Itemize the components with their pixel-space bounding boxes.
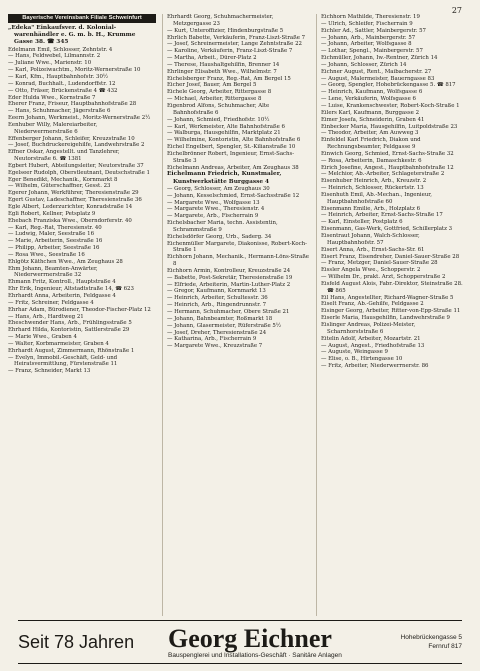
- directory-entry: — Hermann, Schuhmacher, Obere Straße 21: [167, 309, 290, 315]
- directory-entry: — Heinrich, Arb., Ringendrunnstr. 7: [167, 302, 267, 309]
- directory-entry: — Auguste, Weingasse 9: [321, 349, 388, 356]
- directory-entry: — Johann, Arb., Mainbergerstr. 57: [321, 34, 416, 41]
- directory-entry: Eisenhuber Heinrich, Arb., Kreuzstr. 2: [321, 178, 427, 185]
- directory-entry: — Fritz, Arbeiter, Niederwerrnerstr. 86: [321, 363, 429, 370]
- directory-entry: — Luise, Krankenschwester, Robert-Koch-Straße 1: [321, 102, 460, 109]
- directory-entry: Eichenmüller Margarete, Diakonisse, Robert-Koch-Straße 1: [167, 240, 307, 254]
- ad-address: Hohebrückengasse 5: [400, 634, 462, 641]
- directory-entry: — Josef, Schreinermeister, Lange Zehntstraße 22: [167, 41, 302, 48]
- directory-entry: Egelseer Rudolph, Oberstleutnant, Deutschstraße 1: [8, 169, 150, 176]
- directory-entry: Eichelbrönner Robert, Ingenieur, Ernst-Sachs-Straße 3: [167, 150, 295, 164]
- directory-entry: — Gregor, Kaufmann, Kornmarkt 13: [167, 288, 266, 295]
- directory-entry: Ehrlinger Elisabeth Wwe., Wilhelmstr. 7: [167, 68, 277, 75]
- directory-entry: Ehrhardt August, Zimmermann, Rhönstraße 1: [8, 347, 135, 354]
- directory-entry: — Johann, Schlosser, Zürich 14: [321, 61, 407, 68]
- directory-entry: — Babette, Post-Sekretär, Theresienstraße 19: [167, 274, 293, 281]
- directory-entry: — Karl, Reg.-Rat, Theresienstr. 40: [8, 224, 102, 231]
- directory-entry: — Martha, Arbeit., Dürer-Platz 2: [167, 55, 257, 62]
- directory-entry: Eichele Georg, Arbeiter, Rittergasse 8: [167, 89, 272, 96]
- directory-entry: — Lothar, Spengl., Mainbergerstr. 57: [321, 48, 423, 55]
- directory-entry: Einbecker Maria, Hausgehilfin, Luitpoldstraße 23: [321, 123, 458, 130]
- directory-entry: Eichhorn Armin, Kontrolleur, Kreuzstraße 24: [167, 267, 291, 274]
- directory-entry: — Heinrich, Kaufmann, Wolfsgasse 6: [321, 89, 423, 96]
- directory-entry: Eil Hans, Angestellter, Richard-Wagner-Straße 5: [321, 294, 454, 301]
- directory-entry: Egbert Hubert, Abteilungsleiter, Neutorstraße 37: [8, 162, 144, 169]
- directory-entry: — Elfriede, Arbeiterin, Martin-Luther-Platz 2: [167, 281, 291, 288]
- directory-entry: Eenhuber Willy, Malereiarbeiter, Niederwerrnerstraße 6: [8, 121, 98, 135]
- directory-entry: — Kurt, Unteroffizier, Hindenburgstraße 5: [167, 27, 284, 34]
- ad-slogan: Seit 78 Jahren: [18, 631, 135, 652]
- directory-entry: Einfeldel Karl Friedrich, Diakon und Rechnungsbeamter, Feldgasse 9: [321, 137, 421, 151]
- directory-entry: Ehrlich Babette, Verkäuferin, Franz-Liszt-Straße 7: [167, 34, 306, 41]
- directory-entry: Eichhorn Johann, Mechanik., Hermann-Löns-Straße 8: [167, 254, 309, 268]
- directory-entry: Eichmüller, Johann, Iw.-Rentner, Zürich 14: [321, 55, 438, 62]
- directory-entry: — Lene, Verkäuferin, Wolfsgasse 6: [321, 96, 416, 103]
- directory-entry: — Juliane Wwe., Marienstr. 10: [8, 60, 92, 67]
- directory-entry: — Georg, Schlosser, Am Zeughaus 30: [167, 185, 270, 192]
- directory-entry: — Otto, Fräser, Brückenstraße 4 ☎ 432: [8, 87, 118, 94]
- directory-entry: — Konrad, Buchhalt., Ludendorffstr. 12: [8, 80, 116, 87]
- directory-entry: Edelmann Emil, Schlosser, Zehntstr. 4: [8, 46, 113, 53]
- directory-entry: Eheschwender Hans, Arb., Frühlingsstraße 5: [8, 320, 132, 327]
- ad-tagline: Bauspenglerei und Installations-Geschäft · Sanitäre Anlagen: [168, 651, 342, 659]
- directory-entry: — Melchior, Ab.-Arbeiter, Schlageterstraße 2: [321, 171, 445, 178]
- directory-entry: Ehrhardt Georg, Schuhmachermeister, Metzgergasse 23: [167, 14, 274, 27]
- directory-entry: — Hans, Arb., Hardtweg 21: [8, 313, 84, 320]
- directory-column-3: [316, 14, 464, 616]
- directory-entry: — Philipp, Arbeiter, Seestraße 16: [8, 245, 100, 252]
- directory-entry: Eichelsdörfer Georg, Urb., Saderg. 34: [167, 233, 272, 240]
- directory-entry: Eisentraut Johann, Walch-Schlosser, Hauptbahnhofstr. 57: [321, 233, 420, 246]
- directory-entry: — Johann, Schmied, Friedhofstr. 10½: [167, 116, 270, 123]
- directory-entry: — Marie, Arbeiterin, Seestraße 16: [8, 238, 103, 245]
- directory-entry: — Johann, Kesselschmied, Ernst-Sachsstraße 12: [167, 192, 300, 199]
- directory-entry: — August, Malermeister, Bauerngasse 83: [321, 75, 435, 82]
- ad-contact: [372, 633, 462, 651]
- directory-entry: Eisinger Georg, Arbeiter, Ritter-von-Epp-Straße 11: [321, 308, 461, 315]
- page-number: 27: [451, 6, 462, 15]
- directory-entry: — Margarete Wwe., Theresienstr. 4: [167, 206, 265, 213]
- directory-entry: Eissler Angela Wwe., Schopperstr. 2: [321, 267, 421, 274]
- directory-entry: Ehm Johann, Beamten-Anwärter, Niederwerrnerstraße 32: [8, 265, 98, 279]
- directory-entry: — Elise, o. B., Hirtengasse 10: [321, 356, 403, 363]
- directory-entry: Ehlgötz Käthchen Wwe., Am Zeughaus 28: [8, 258, 123, 265]
- directory-entry: — Walburga, Hausgehilfin, Marktplatz 21: [167, 130, 281, 137]
- directory-entry: — Hans, Feldwebel, Lilmannstr. 2: [8, 53, 101, 60]
- directory-entry: Eisfeld August Alois, Fabr.-Direktor, Steinstraße 28. ☎ 865: [321, 280, 463, 294]
- directory-entry: Eger Benedikt, Mechanik., Kornmarkt 8: [8, 176, 118, 183]
- directory-entry: — Rosa Wwe., Seestraße 16: [8, 251, 85, 258]
- directory-entry: — Wilhelm Dr., prakt. Arzt, Schopperstraße 2: [321, 274, 446, 281]
- directory-entry: — Karl, Kfm., Hauptbahnhofstr. 30½: [8, 73, 109, 80]
- bank-banner: Bayerische Vereinsbank Filiale Schweinfurt: [8, 14, 156, 23]
- directory-entry: Eirich Josefine, Angest., Hauptbahnhofstraße 12: [321, 164, 454, 171]
- directory-entry: Eislinger Andreas, Polizei-Meister, Scharnhorststraße 6: [321, 321, 416, 335]
- directory-entry: Eichler Ad., Sattler, Mainbergerstr. 57: [321, 27, 426, 34]
- directory-entry: Egli Robert, Kellner, Petsplatz 9: [8, 210, 96, 217]
- directory-entry: — Walter, Korbmarmeister, Graben 4: [8, 340, 109, 347]
- directory-columns: [8, 14, 472, 616]
- directory-entry: Eichelsberger Franz, Reg.-Rat, Am Bergel 15: [167, 75, 291, 82]
- directory-entry: — Ludwig, Maler, Seestraße 16: [8, 231, 95, 238]
- advertisement: [18, 620, 462, 664]
- directory-column-1: [8, 14, 156, 616]
- directory-entry: — Heinrich, Schlosser, Rückertstr. 13: [321, 185, 424, 192]
- directory-entry: — Evelyn, Immobil.-Geschäft, Geld- und Heiratsvermittlung, Fürstenstraße 11: [8, 354, 118, 368]
- directory-entry: Egert Gustav, Ladeschaffner, Theresienstraße 36: [8, 197, 142, 204]
- directory-entry: — Hans, Schuhmacher, Jägerstraße 6: [8, 108, 111, 115]
- directory-entry: Eichhorn Mathilde, Theresienstr. 19: [321, 14, 420, 20]
- directory-entry: — Johann, Glasermeister, Rüferstraße 5½: [167, 322, 282, 329]
- directory-entry: — Marie Wwe., Graben 4: [8, 334, 77, 341]
- directory-entry: — Therese, Haushaltgehilfin, Brenner 14: [167, 61, 280, 68]
- directory-entry: — Georg, Spengler, Hohebrückengasse 5. ☎ 817: [321, 82, 456, 89]
- directory-entry: Eigenbrod Alfons, Schuhmacher, Alte Bahnhofstraße 6: [167, 102, 270, 116]
- directory-entry: Eeern Johann, Werkmeist., Moritz-Wernerstraße 2½: [8, 115, 151, 122]
- directory-entry: Eichelmann Friedrich, Kunstmaler, Kunstwerkstätte Burggasse 4: [167, 171, 282, 185]
- directory-entry: — Karl, Werkmeister, Alte Bahnhofstraße 6: [167, 123, 285, 130]
- directory-entry: — Fritz, Schreiner, Feldgasse 4: [8, 299, 94, 306]
- directory-entry: — Michael, Arbeiter, Rittergasse 8: [167, 96, 262, 103]
- directory-entry: Eichel Engelbert, Spengler, St.-Kilianstraße 10: [167, 144, 296, 151]
- directory-entry: Ehrhard Hilda, Kontoristin, Sattlerstraße 29: [8, 327, 130, 334]
- directory-entry: Ehr Erik, Ingenieur, Altstadtstraße 14, ☎ 623: [8, 286, 134, 293]
- directory-entry: — Margarete, Arb., Fischerrain 9: [167, 213, 259, 220]
- directory-entry: — Karl, Einsteller, Postplatz 6: [321, 219, 403, 226]
- directory-entry: — Margarete Wwe., Wolfgasse 13: [167, 199, 260, 206]
- directory-entry: Einwich Georg, Schmied, Ernst-Sachs-Straße 32: [321, 150, 454, 157]
- directory-entry: — Heinrich, Arbeiter, Schultesstr. 36: [167, 295, 268, 302]
- directory-entry: „Edeka" Einkaufsver. d. Kolonial-warenhändler e. G. m. b. H., Krumme Gasse 38. ☎ 345: [8, 25, 136, 46]
- directory-entry: — Margarete Wwe., Kreuzstraße 7: [167, 343, 263, 350]
- directory-column-2: [162, 14, 310, 616]
- directory-entry: Eisenmann, Gas-Werk, Gottfried, Schillerplatz 3: [321, 226, 453, 233]
- directory-entry: Ehmann Fritz, Kontroll., Hauptstraße 4: [8, 279, 116, 286]
- directory-entry: Eicher Josef, Bauer, Am Bergel 5: [167, 82, 257, 89]
- directory-entry: Effenberger Johann, Schleifer, Kreuzstraße 10: [8, 135, 135, 142]
- directory-entry: — Heinrich, Arbeiter, Ernst-Sachs-Straße 17: [321, 212, 443, 219]
- directory-entry: Eichelmann Andreas, Arbeiter, Am Zeughaus 38: [167, 164, 299, 171]
- directory-entry: Eisenmann Emilie, Arb., Holzplatz 6: [321, 205, 421, 212]
- directory-entry: Eisert Franz, Eisendreher, Daniel-Sauer-Straße 28: [321, 253, 460, 260]
- directory-entry: Eilers Karl, Kaufmann, Burggasse 2: [321, 109, 419, 116]
- directory-entry: — Wilhelm, Güterschaffner, Gesst. 23: [8, 183, 111, 190]
- directory-entry: Eder Hulda Wwe., Kornstraße 7: [8, 94, 96, 101]
- directory-entry: — Franz, Schneider, Markt 13: [8, 368, 91, 375]
- directory-entry: — Josef, Buchdruckereigehilfe, Landwehrstraße 2: [8, 142, 145, 149]
- directory-entry: Eisenhuth Emil, Ab.-Mechan., Ingenieur, Hauptbahnhofstraße 60: [321, 191, 433, 205]
- directory-entry: Eiserle Maria, Hausgehilfin, Landwehrstraße 9: [321, 315, 450, 322]
- directory-entry: — Rosa, Arbeiterin, Damaschkestr. 6: [321, 157, 422, 164]
- directory-entry: Egle Albert, Lederzurichter, Konradstraße 14: [8, 204, 133, 211]
- directory-entry: — Josef, Dreher, Theresienstraße 24: [167, 329, 267, 336]
- ad-phone: Fernruf 817: [428, 643, 462, 650]
- directory-entry: — Karl, Polizeiwachtm., Moritz-Wernerstraße 10: [8, 67, 141, 74]
- directory-entry: — Franz, Metzger, Daniel-Sauer-Straße 28: [321, 260, 438, 267]
- directory-entry: — Johann, Arbeiter, Wolfsgasse 8: [321, 41, 412, 48]
- directory-entry: — Ulrich, Schleifer, Fischerrain 9: [321, 20, 413, 27]
- directory-entry: — Johann, Bahnbeamter, Roßmarkt 18: [167, 315, 273, 322]
- directory-entry: Eichner August, Rent., Maibacherstr. 27: [321, 68, 432, 75]
- directory-entry: — Wilhelmine, Kontoristin, Alte Bahnhofstraße 6: [167, 137, 301, 144]
- directory-entry: Eiselt Franz, Ab.-Gehilfe, Feldgasse 2: [321, 301, 424, 308]
- directory-entry: Eitelin Adolf, Arbeiter, Mozartstr. 21: [321, 335, 421, 342]
- directory-entry: Ehrhar Adam, Bürodiener, Theodor-Fischer-Platz 12: [8, 306, 151, 313]
- directory-entry: Egerer Johann, Werkführer, Theresienstraße 29: [8, 190, 139, 197]
- directory-entry: Eherer Franz, Friseur, Hauptbahnhofstraße 28: [8, 101, 137, 108]
- ad-company-name: Georg Eichner: [168, 623, 332, 653]
- directory-entry: Eimer Josefa, Schneiderin, Graben 41: [321, 116, 425, 123]
- directory-entry: Ehrhardt Anna, Arbeiterin, Feldgasse 4: [8, 292, 116, 299]
- directory-entry: — August, Angest., Friedhofstraße 13: [321, 342, 425, 349]
- directory-entry: Eichelsbacher Maria, techn. Assistentin, Schrammstraße 9: [167, 220, 278, 233]
- directory-entry: — Karoline, Verkäuferin, Franz-Liszt-Straße 7: [167, 48, 293, 55]
- directory-entry: — Theodor, Arbeiter, Am Auwweg 3: [321, 130, 419, 137]
- directory-entry: Ehebach Franziska Wwe., Oberndorferstr. 40: [8, 217, 132, 224]
- directory-entry: — Katharina, Arb., Fischerrain 9: [167, 336, 257, 343]
- directory-entry: Effner Oskar, Angestellt. und Tanzlehrer, Neutorstraße 6. ☎ 1381: [8, 149, 120, 163]
- ad-company-block: [168, 623, 372, 659]
- directory-entry: Eisert Anna, Arb., Ernst-Sachs-Str. 61: [321, 246, 425, 253]
